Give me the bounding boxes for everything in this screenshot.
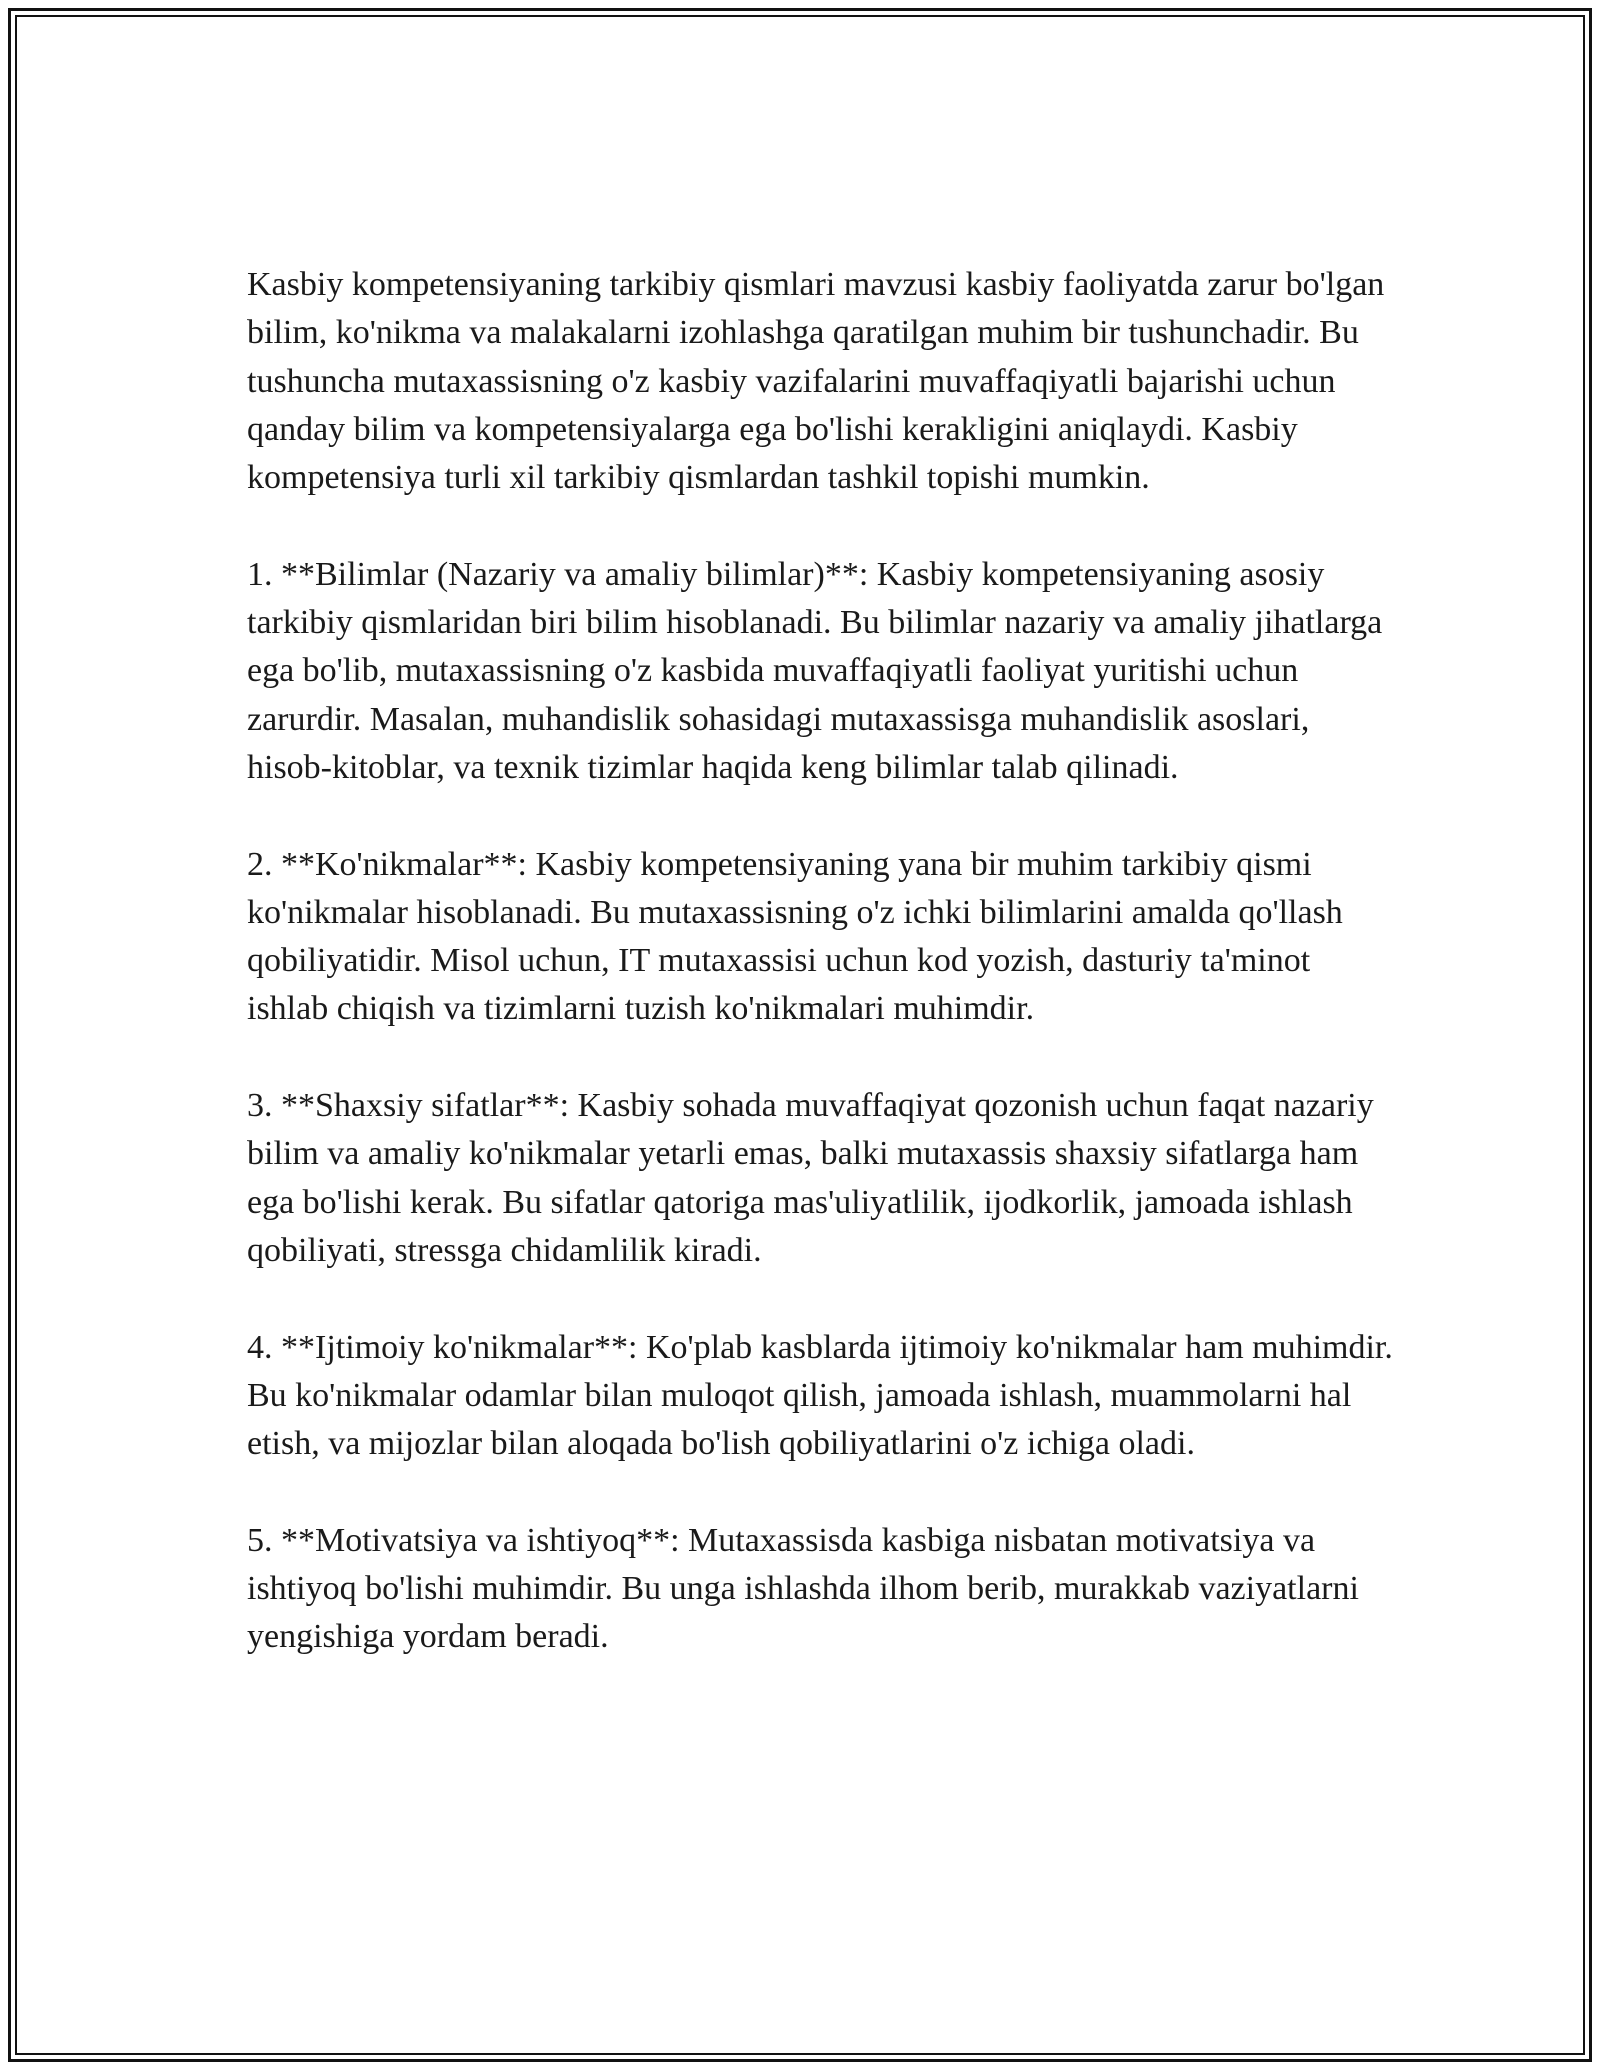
item-konikmalar-paragraph: 2. **Ko'nikmalar**: Kasbiy kompetensiyaning yana bir muhim tarkibiy qismi ko'nikmalar hisoblanadi. Bu mutaxassisning o'z ichki bilimlarini amalda qo'llash qobiliyatidir. Misol uchun, IT mutaxassisi uchun kod yozish, dasturiy ta'minot ishlab chiqish va tizimlarni tuzish ko'nikmalari muhimdir. [247,845,1343,1028]
intro-paragraph: Kasbiy kompetensiyaning tarkibiy qismlari mavzusi kasbiy faoliyatda zarur bo'lgan bilim, ko'nikma va malakalarni izohlashga qaratilgan muhim bir tushunchadir. Bu tushuncha mutaxassisning o'z kasbiy vazifalarini muvaffaqiyatli bajarishi uchun qanday bilim va kompetensiyalarga ega bo'lishi kerakligini aniqlaydi. Kasbiy kompetensiya turli xil tarkibiy qismlardan tashkil topishi mumkin. [247,266,1385,497]
document-body [247,261,1397,1662]
item-motivatsiya-paragraph: 5. **Motivatsiya va ishtiyoq**: Mutaxassisda kasbiga nisbatan motivatsiya va ishtiyoq bo'lishi muhimdir. Bu unga ishlashda ilhom berib, murakkab vaziyatlarni yengishiga yordam beradi. [247,1521,1359,1656]
item-ijtimoiy-konikmalar-paragraph: 4. **Ijtimoiy ko'nikmalar**: Ko'plab kasblarda ijtimoiy ko'nikmalar ham muhimdir. Bu ko'nikmalar odamlar bilan muloqot qilish, jamoada ishlash, muammolarni hal etish, va mijozlar bilan aloqada bo'lish qobiliyatlarini o'z ichiga oladi. [247,1328,1393,1463]
item-shaxsiy-sifatlar-paragraph: 3. **Shaxsiy sifatlar**: Kasbiy sohada muvaffaqiyat qozonish uchun faqat nazariy bilim va amaliy ko'nikmalar yetarli emas, balki mutaxassis shaxsiy sifatlarga ham ega bo'lishi kerak. Bu sifatlar qatoriga mas'uliyatlilik, ijodkorlik, jamoada ishlash qobiliyati, stressga chidamlilik kiradi. [247,1087,1374,1269]
page-frame [8,8,1592,2062]
item-bilimlar-paragraph: 1. **Bilimlar (Nazariy va amaliy bilimlar)**: Kasbiy kompetensiyaning asosiy tarkibiy qismlaridan biri bilim hisoblanadi. Bu bilimlar nazariy va amaliy jihatlarga ega bo'lib, mutaxassisning o'z kasbida muvaffaqiyatli faoliyat yuritishi uchun zarurdir. Masalan, muhandislik sohasidagi mutaxassisga muhandislik asoslari, hisob-kitoblar, va texnik tizimlar haqida keng bilimlar talab qilinadi. [247,555,1383,786]
